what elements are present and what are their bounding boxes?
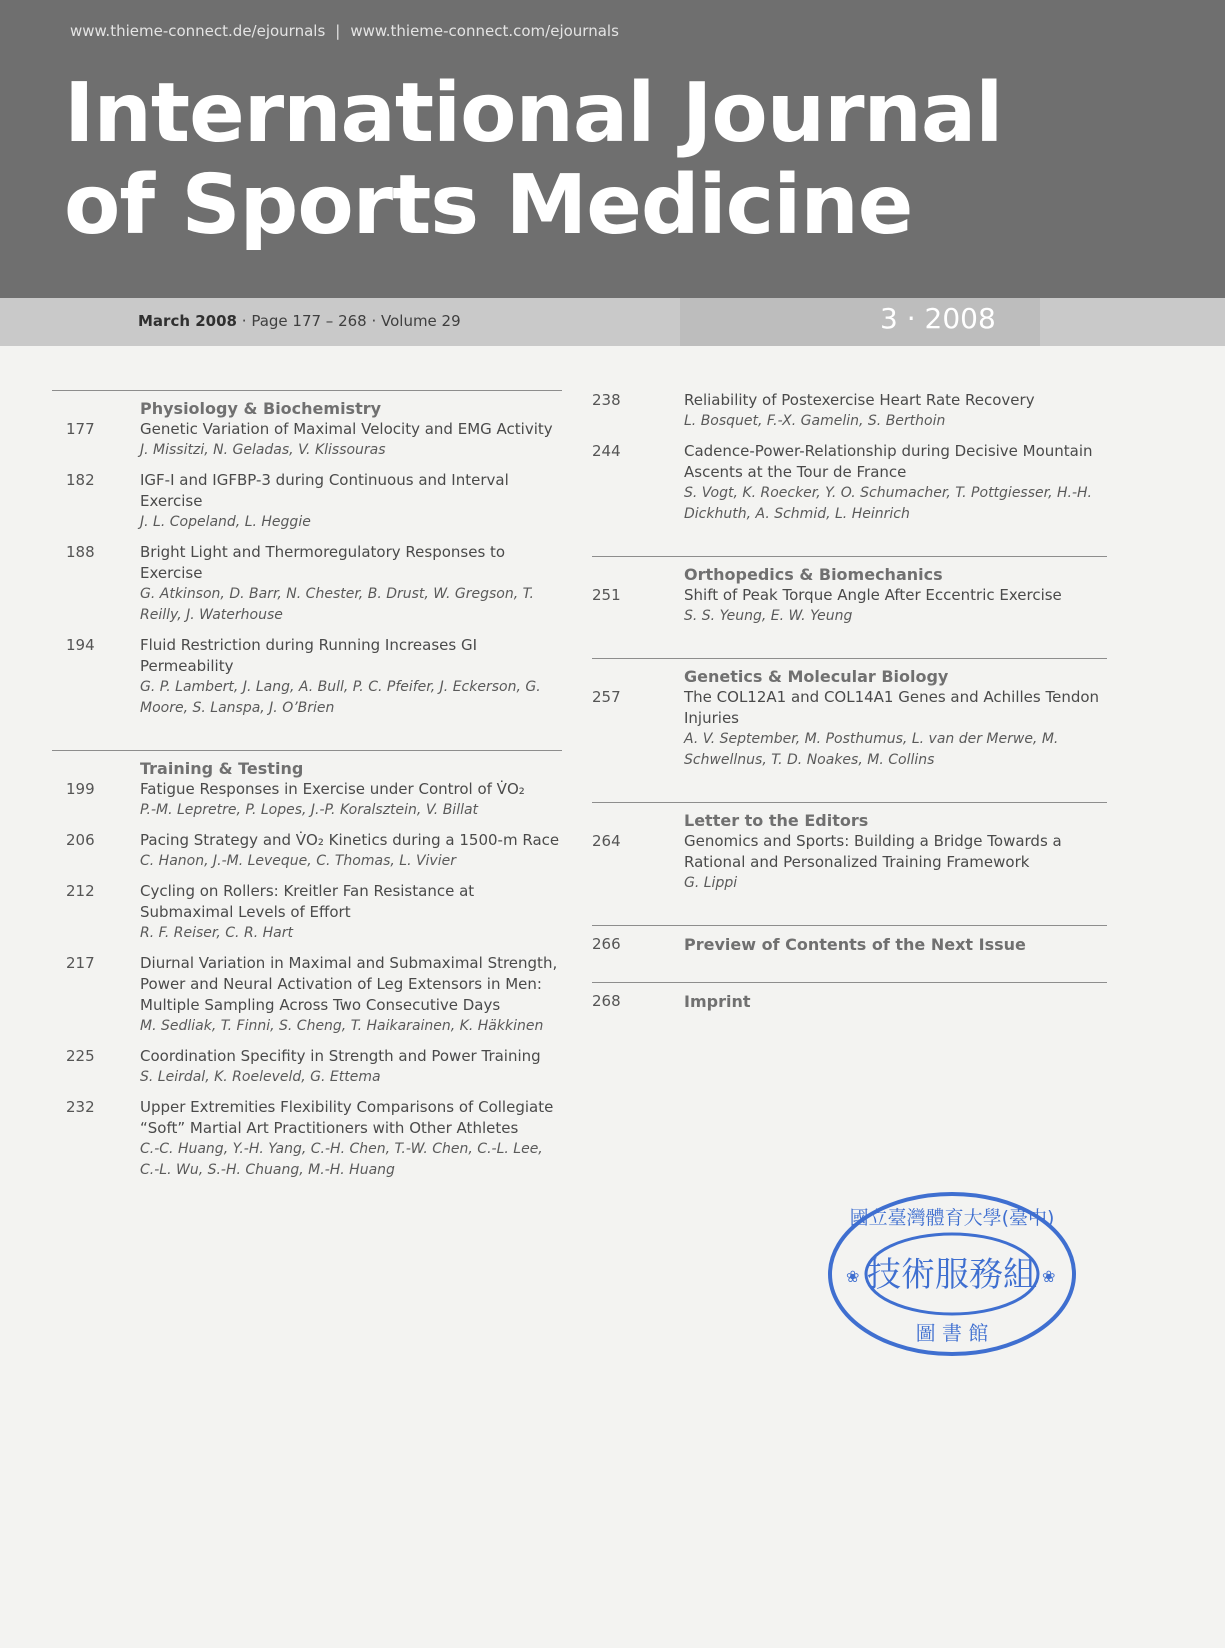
entry-title: Bright Light and Thermoregulatory Responses to Exercise [140,543,506,582]
entry-page: 251 [592,586,621,604]
toc-right-column [592,390,1107,1021]
issue-meta [138,312,461,330]
stamp-center-text: 技術服務組 [867,1255,1037,1295]
entry-authors: A. V. September, M. Posthumus, L. van der Merwe, M. Schwellnus, T. D. Noakes, M. Collins [684,731,1059,768]
entry-title: Shift of Peak Torque Angle After Eccentric Exercise [684,586,1062,604]
journal-urls [70,22,619,40]
entry-page: 199 [66,780,95,798]
toc-entry[interactable] [592,441,1107,525]
toc-entry[interactable] [52,953,562,1037]
entry-authors: S. Leirdal, K. Roeleveld, G. Ettema [140,1069,381,1085]
journal-title [64,68,1002,252]
section-physiology [52,390,562,719]
section-letter [592,802,1107,894]
toc-entry[interactable] [52,1097,562,1181]
library-stamp [826,1190,1078,1358]
toc-entry[interactable] [52,830,562,872]
entry-authors: S. Vogt, K. Roecker, Y. O. Schumacher, T. Pottgiesser, H.-H. Dickhuth, A. Schmid, L. Heinrich [684,485,1093,522]
section-preview [592,925,1107,955]
entry-title: Diurnal Variation in Maximal and Submaximal Strength, Power and Neural Activation of Leg Extensors in Men: Multiple Sampling Across Two Consecutive Days [140,954,558,1014]
entry-authors: C. Hanon, J.-M. Leveque, C. Thomas, L. Vivier [140,853,456,869]
entry-page: 238 [592,391,621,409]
section-title: Orthopedics & Biomechanics [684,565,943,584]
toc-entry[interactable] [52,881,562,944]
entry-title: Cycling on Rollers: Kreitler Fan Resistance at Submaximal Levels of Effort [140,882,475,921]
url-separator: | [335,22,341,40]
entry-title: IGF-I and IGFBP-3 during Continuous and Interval Exercise [140,471,509,510]
entry-page: 212 [66,882,95,900]
entry-authors: J. Missitzi, N. Geladas, V. Klissouras [140,442,386,458]
entry-title: The COL12A1 and COL14A1 Genes and Achilles Tendon Injuries [684,688,1100,727]
section-title: Physiology & Biochemistry [140,399,382,418]
entry-authors: S. S. Yeung, E. W. Yeung [684,608,853,624]
entry-title: Genomics and Sports: Building a Bridge Towards a Rational and Personalized Training Framework [684,832,1062,871]
entry-title: Genetic Variation of Maximal Velocity and EMG Activity [140,420,553,438]
stamp-flower-right-icon: ❀ [1042,1267,1056,1286]
toc-entry[interactable] [52,470,562,533]
issue-bar [0,298,1225,346]
section-title: Training & Testing [140,759,304,778]
toc-entry[interactable] [52,542,562,626]
entry-title: Upper Extremities Flexibility Comparisons of Collegiate “Soft” Martial Art Practitioners with Other Athletes [140,1098,554,1137]
entry-title: Pacing Strategy and V̇O₂ Kinetics during a 1500-m Race [140,831,560,849]
entry-page: 266 [592,935,621,953]
entry-page: 206 [66,831,95,849]
entry-page: 268 [592,992,621,1010]
toc-entry[interactable] [592,926,1107,955]
entry-title: Fluid Restriction during Running Increases GI Permeability [140,636,478,675]
entry-authors: L. Bosquet, F.-X. Gamelin, S. Berthoin [684,413,946,429]
toc-entry[interactable] [592,390,1107,432]
entry-page: 217 [66,954,95,972]
entry-page: 257 [592,688,621,706]
entry-page: 232 [66,1098,95,1116]
entry-page: 182 [66,471,95,489]
entry-title: Coordination Specifity in Strength and Power Training [140,1047,541,1065]
issue-number: 3 · 2008 [880,302,996,335]
toc-entry[interactable] [592,983,1107,1012]
entry-authors: P.-M. Lepretre, P. Lopes, J.-P. Koralsztein, V. Billat [140,802,479,818]
stamp-top-text: 國立臺灣體育大學(臺中) [849,1207,1055,1229]
toc-entry[interactable] [592,687,1107,771]
entry-authors: C.-C. Huang, Y.-H. Yang, C.-H. Chen, T.-W. Chen, C.-L. Lee, C.-L. Wu, S.-H. Chuang, M.-H. Huang [140,1141,543,1178]
entry-title: Preview of Contents of the Next Issue [684,935,1026,954]
section-training [52,750,562,1181]
toc-entry[interactable] [52,419,562,461]
section-genetics [592,658,1107,771]
entry-authors: R. F. Reiser, C. R. Hart [140,925,293,941]
toc-entry[interactable] [52,635,562,719]
toc-entry[interactable] [592,831,1107,894]
section-title: Genetics & Molecular Biology [684,667,949,686]
entry-title: Cadence-Power-Relationship during Decisive Mountain Ascents at the Tour de France [684,442,1093,481]
toc-entry[interactable] [52,779,562,821]
entry-authors: J. L. Copeland, L. Heggie [140,514,311,530]
stamp-flower-left-icon: ❀ [846,1267,860,1286]
url-de[interactable]: www.thieme-connect.de/ejournals [70,22,326,40]
toc-entry[interactable] [52,1046,562,1088]
issue-date: March 2008 [138,312,237,330]
entry-page: 194 [66,636,95,654]
entry-page: 177 [66,420,95,438]
entry-authors: G. P. Lambert, J. Lang, A. Bull, P. C. Pfeifer, J. Eckerson, G. Moore, S. Lanspa, J. O’Brien [140,679,541,716]
entry-page: 244 [592,442,621,460]
journal-title-line1: International Journal [64,66,1003,161]
entry-page: 225 [66,1047,95,1065]
stamp-bottom-text: 圖 書 館 [915,1321,989,1345]
section-orthopedics [592,556,1107,627]
url-com[interactable]: www.thieme-connect.com/ejournals [350,22,619,40]
journal-title-line2: of Sports Medicine [64,158,913,253]
entry-title: Imprint [684,992,751,1011]
entry-page: 264 [592,832,621,850]
issue-details: · Page 177 – 268 · Volume 29 [241,312,461,330]
toc-entry[interactable] [592,585,1107,627]
section-title: Letter to the Editors [684,811,869,830]
entry-authors: G. Lippi [684,875,738,891]
entry-title: Reliability of Postexercise Heart Rate Recovery [684,391,1035,409]
entry-authors: G. Atkinson, D. Barr, N. Chester, B. Drust, W. Gregson, T. Reilly, J. Waterhouse [140,586,534,623]
entry-authors: M. Sedliak, T. Finni, S. Cheng, T. Haikarainen, K. Häkkinen [140,1018,544,1034]
section-imprint [592,982,1107,1012]
toc-left-column [52,390,562,1190]
entry-page: 188 [66,543,95,561]
cover-header [0,0,1225,298]
entry-title: Fatigue Responses in Exercise under Control of V̇O₂ [140,780,525,798]
